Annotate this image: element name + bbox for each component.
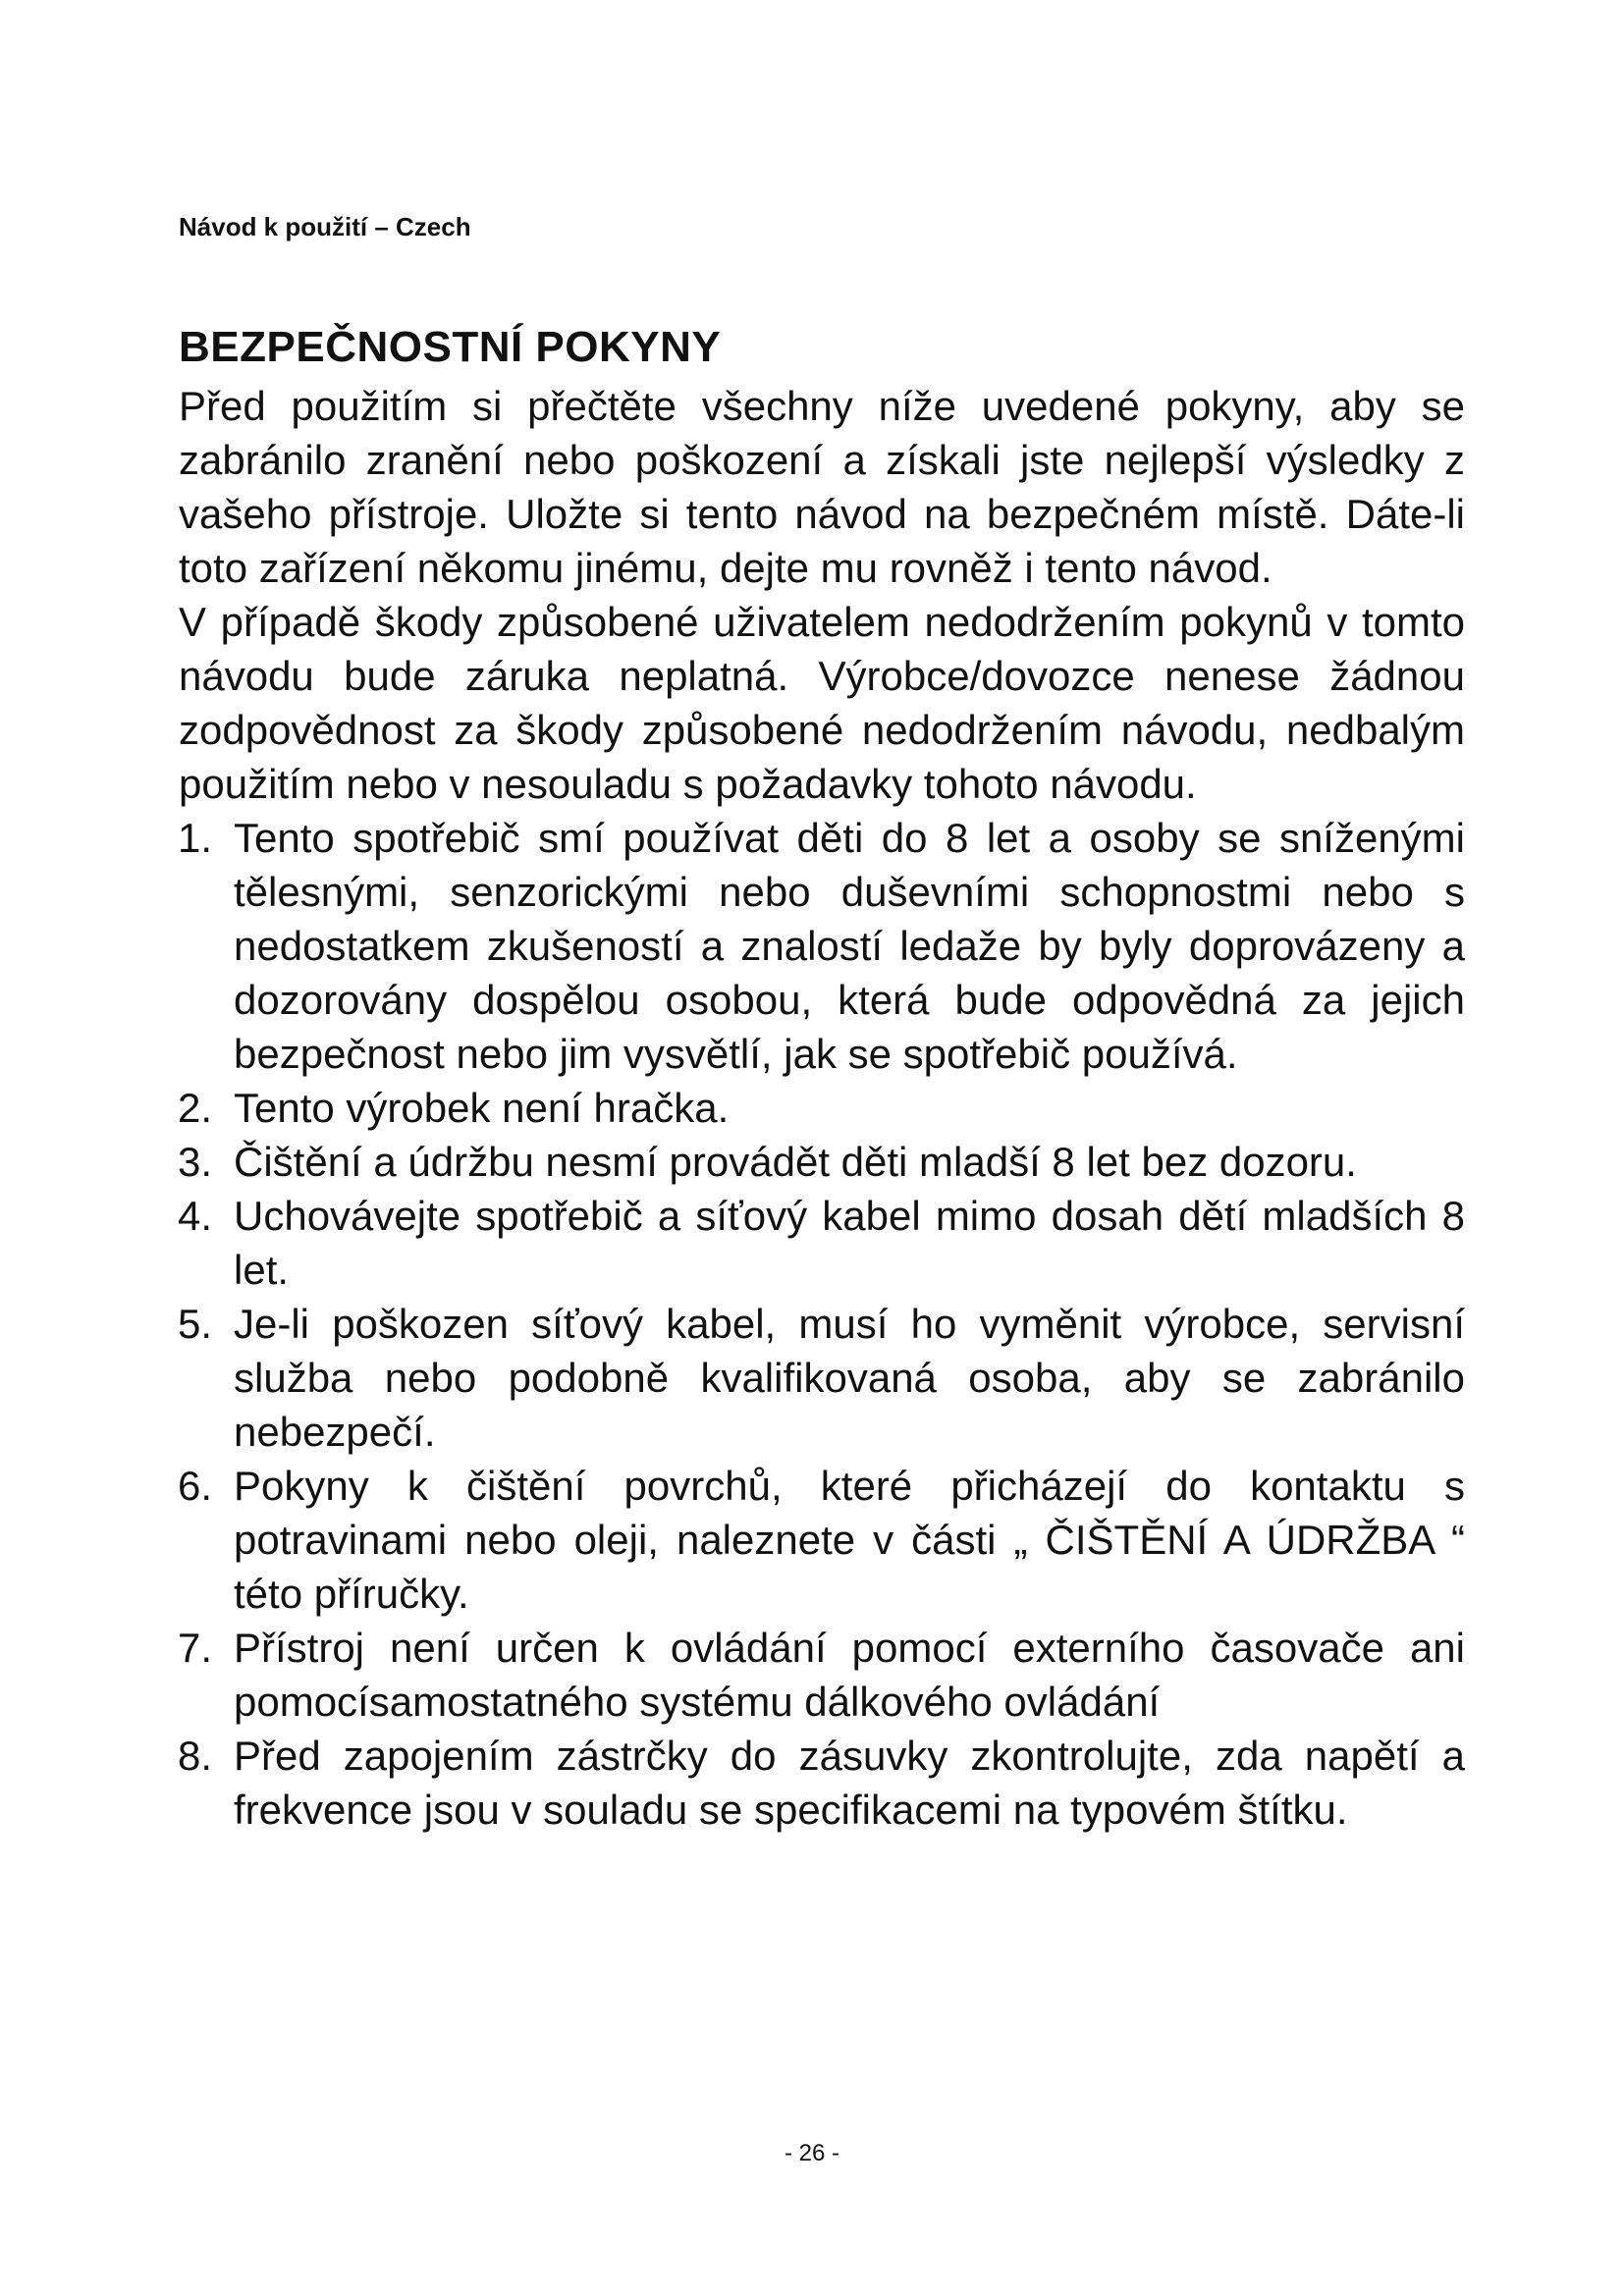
list-item-number: 7.: [177, 1625, 212, 1671]
list-item: [179, 1081, 1465, 1135]
list-item: [179, 1729, 1465, 1837]
list-item-number: 3.: [177, 1139, 212, 1185]
list-item-text: Tento spotřebič smí používat děti do 8 let a osoby se sníženými tělesnými, senzorickými nebo duševními schopnostmi nebo s nedostatkem zkušeností a znalostí ledaže by byly doprovázeny a dozorovány dospělou osobou, která bude odpovědná za jejich bezpečnost nebo jim vysvětlí, jak se spotřebič používá.: [234, 815, 1465, 1077]
intro-paragraph: Před použitím si přečtěte všechny níže uvedené pokyny, aby se zabránilo zranění nebo poškození a získali jste nejlepší výsledky z vašeho přístroje. Uložte si tento návod na bezpečném místě. Dáte-li toto zařízení někomu jinému, dejte mu rovněž i tento návod.: [179, 383, 1465, 591]
running-header: Návod k použití – Czech: [179, 212, 471, 241]
list-item-text: Před zapojením zástrčky do zásuvky zkontrolujte, zda napětí a frekvence jsou v souladu se specifikacemi na typovém štítku.: [234, 1733, 1465, 1833]
page-content: [179, 320, 1465, 1837]
list-item: [179, 1189, 1465, 1297]
list-item: [179, 811, 1465, 1081]
section-title: BEZPEČNOSTNÍ POKYNY: [179, 323, 722, 371]
list-item-text: Přístroj není určen k ovládání pomocí externího časovače ani pomocísamostatného systému dálkového ovládání: [234, 1625, 1465, 1725]
list-item-number: 1.: [177, 815, 212, 861]
list-item-number: 6.: [177, 1463, 212, 1509]
list-item: [179, 1135, 1465, 1189]
warranty-paragraph: V případě škody způsobené uživatelem nedodržením pokynů v tomto návodu bude záruka neplatná. Výrobce/dovozce nenese žádnou zodpovědnost za škody způsobené nedodržením návodu, nedbalým použitím nebo v nesouladu s požadavky tohoto návodu.: [179, 599, 1465, 807]
list-item-text: Je-li poškozen síťový kabel, musí ho vyměnit výrobce, servisní služba nebo podobně kvalifikovaná osoba, aby se zabránilo nebezpečí.: [234, 1301, 1465, 1455]
list-item-number: 4.: [177, 1193, 212, 1239]
list-item-number: 5.: [177, 1301, 212, 1347]
list-item: [179, 1459, 1465, 1621]
list-item-number: 8.: [177, 1733, 212, 1779]
page-number: - 26 -: [784, 2140, 839, 2166]
list-item: [179, 1621, 1465, 1729]
list-item: [179, 1297, 1465, 1459]
list-item-text: Uchovávejte spotřebič a síťový kabel mimo dosah dětí mladších 8 let.: [234, 1193, 1465, 1293]
list-item-number: 2.: [177, 1085, 212, 1131]
list-item-text: Tento výrobek není hračka.: [234, 1085, 730, 1131]
list-item-text: Čištění a údržbu nesmí provádět děti mladší 8 let bez dozoru.: [234, 1139, 1357, 1185]
safety-rules-list: [179, 811, 1465, 1837]
list-item-text: Pokyny k čištění povrchů, které přicházejí do kontaktu s potravinami nebo oleji, naleznete v části „ ČIŠTĚNÍ A ÚDRŽBA “ této příručky.: [234, 1463, 1465, 1617]
